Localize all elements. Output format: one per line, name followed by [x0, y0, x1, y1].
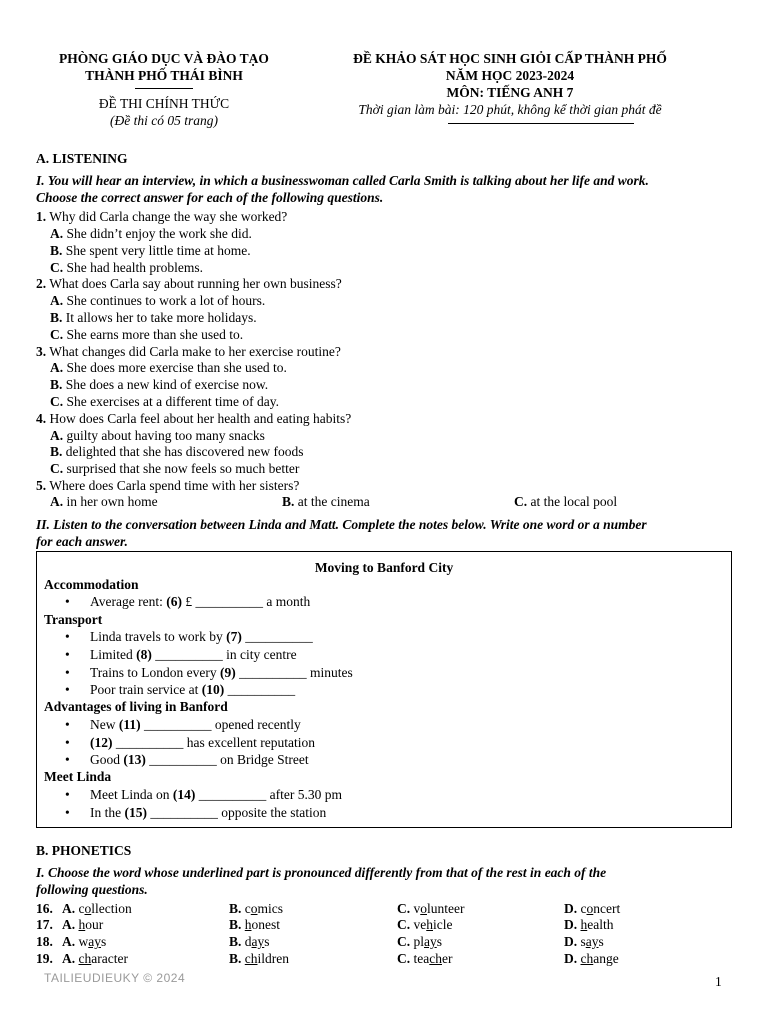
word-prefix: pl: [413, 934, 425, 949]
note-10[interactable]: [65, 683, 295, 697]
question-1: [36, 210, 287, 224]
word-suffix: s: [598, 934, 604, 949]
question-2: [36, 277, 342, 291]
option-text: in her own home: [66, 494, 158, 509]
phonetics-option[interactable]: [397, 935, 442, 949]
phonetics-option[interactable]: [397, 952, 453, 966]
underlined-part: h: [426, 917, 433, 932]
underlined-part: o: [84, 901, 92, 916]
option-text: She spent very little time at home.: [65, 243, 251, 258]
note-number: (13): [123, 752, 146, 767]
phonetics-option[interactable]: [62, 918, 103, 932]
note-text: Trains to London every: [90, 665, 220, 680]
note-14[interactable]: [65, 788, 342, 802]
word-suffix: er: [442, 951, 453, 966]
note-11[interactable]: [65, 718, 301, 732]
part-ii-line1: II. Listen to the conversation between Linda and Matt. Complete the notes below. Write one word or a number: [36, 517, 647, 532]
option-text: It allows her to take more holidays.: [65, 310, 257, 325]
option-text: surprised that she now feels so much better: [66, 461, 300, 476]
phonetics-question-number: 17.: [36, 917, 53, 932]
option-letter: B.: [50, 377, 63, 392]
header-right-rule: [448, 123, 634, 124]
note-text: Good: [90, 752, 124, 767]
notes-title: Moving to Banford City: [314, 560, 454, 575]
note-text: Limited: [90, 647, 137, 662]
bullet-icon: •: [65, 665, 70, 680]
city-name: THÀNH PHỐ THÁI BÌNH: [85, 68, 243, 83]
option-text: She didn’t enjoy the work she did.: [66, 226, 252, 241]
note-number: (8): [136, 647, 152, 662]
word-suffix: llection: [91, 901, 132, 916]
bullet-icon: •: [65, 735, 70, 750]
bullet-icon: •: [65, 647, 70, 662]
word-suffix: ildren: [257, 951, 290, 966]
option-text: She does a new kind of exercise now.: [65, 377, 269, 392]
q4-option-b[interactable]: [50, 445, 303, 459]
note-text: In the: [90, 805, 125, 820]
note-text: New: [90, 717, 119, 732]
option-letter: C.: [397, 917, 411, 932]
q1-option-b[interactable]: [50, 244, 251, 258]
phonetics-option[interactable]: [62, 902, 132, 916]
option-letter: C.: [50, 461, 64, 476]
underlined-part: ay: [251, 934, 265, 949]
school-year: NĂM HỌC 2023-2024: [445, 68, 575, 83]
option-letter: B.: [50, 444, 63, 459]
word-suffix: onest: [251, 917, 281, 932]
bullet-icon: •: [65, 629, 70, 644]
word-prefix: c: [580, 901, 587, 916]
option-text: She continues to work a lot of hours.: [66, 293, 266, 308]
underlined-part: h: [580, 917, 588, 932]
q5-option-a[interactable]: [50, 495, 158, 509]
option-letter: C.: [514, 494, 528, 509]
notes-box: [36, 551, 732, 828]
option-letter: C.: [50, 327, 64, 342]
header-right: [324, 52, 696, 120]
option-text: She does more exercise than she used to.: [66, 360, 287, 375]
q4-option-c[interactable]: [50, 462, 299, 476]
note-number: (12): [90, 735, 113, 750]
word-suffix: s: [264, 934, 270, 949]
bullet-icon: •: [65, 787, 70, 802]
option-letter: B.: [229, 951, 242, 966]
word-suffix: icle: [433, 917, 453, 932]
word-prefix: c: [244, 901, 251, 916]
option-letter: D.: [564, 917, 578, 932]
phonetics-instructions: [36, 864, 732, 898]
underlined-part: ch: [78, 951, 92, 966]
word-prefix: ve: [413, 917, 427, 932]
underlined-part: ch: [580, 951, 594, 966]
bullet-icon: •: [65, 594, 70, 609]
option-letter: A.: [62, 934, 76, 949]
q3-option-b[interactable]: [50, 378, 268, 392]
underlined-part: ay: [585, 934, 599, 949]
note-number: (6): [166, 594, 182, 609]
word-prefix: s: [580, 934, 586, 949]
option-letter: D.: [564, 934, 578, 949]
question-text: Why did Carla change the way she worked?: [49, 209, 288, 224]
underlined-part: ch: [429, 951, 442, 966]
underlined-part: ch: [244, 951, 258, 966]
phonetics-option[interactable]: [229, 918, 280, 932]
phonetics-option[interactable]: [397, 902, 464, 916]
phonetics-option[interactable]: [229, 902, 283, 916]
option-letter: A.: [50, 428, 64, 443]
note-blank: __________: [224, 682, 296, 697]
bullet-icon: •: [65, 717, 70, 732]
word-prefix: w: [78, 934, 89, 949]
word-suffix: our: [85, 917, 104, 932]
option-letter: C.: [50, 394, 64, 409]
note-number: (15): [124, 805, 147, 820]
underlined-part: o: [250, 901, 258, 916]
option-letter: B.: [229, 934, 242, 949]
note-number: (9): [220, 665, 236, 680]
time-allowed: Thời gian làm bài: 120 phút, không kể thời gian phát đề: [358, 102, 662, 117]
option-letter: A.: [50, 226, 64, 241]
option-letter: D.: [564, 951, 578, 966]
question-text: What does Carla say about running her own business?: [49, 276, 342, 291]
note-text: Linda travels to work by: [90, 629, 227, 644]
option-text: She exercises at a different time of day.: [66, 394, 280, 409]
question-text: What changes did Carla make to her exercise routine?: [49, 344, 341, 359]
question-number: 5.: [36, 478, 47, 493]
note-number: (7): [226, 629, 242, 644]
underlined-part: o: [420, 901, 427, 916]
word-suffix: s: [101, 934, 107, 949]
underlined-part: o: [586, 901, 594, 916]
option-letter: C.: [397, 901, 411, 916]
phonetics-option[interactable]: [564, 952, 619, 966]
phonetics-option[interactable]: [229, 952, 289, 966]
word-prefix: tea: [413, 951, 430, 966]
q1-option-c[interactable]: [50, 261, 203, 275]
note-number: (14): [172, 787, 196, 802]
word-suffix: ncert: [593, 901, 621, 916]
phonetics-option[interactable]: [564, 902, 620, 916]
phonetics-option[interactable]: [62, 952, 128, 966]
page-count-note: (Đề thi có 05 trang): [110, 113, 218, 128]
q5-option-c[interactable]: [514, 495, 617, 509]
note-blank: __________ on Bridge Street: [145, 752, 309, 767]
option-text: She earns more than she used to.: [66, 327, 244, 342]
option-letter: B.: [282, 494, 295, 509]
note-text: Average rent:: [90, 594, 167, 609]
option-letter: A.: [62, 917, 76, 932]
notes-heading-accommodation: Accommodation: [44, 577, 139, 592]
note-9[interactable]: [65, 666, 353, 680]
word-prefix: d: [244, 934, 252, 949]
underlined-part: h: [78, 917, 86, 932]
part-i-line1: I. You will hear an interview, in which a businesswoman called Carla Smith is talking about her life and work.: [36, 173, 649, 188]
option-letter: B.: [229, 917, 242, 932]
phonetics-option[interactable]: [62, 935, 106, 949]
option-letter: A.: [62, 951, 76, 966]
note-12[interactable]: [65, 736, 315, 750]
section-b-title: B. PHONETICS: [36, 843, 132, 858]
q2-option-b[interactable]: [50, 311, 257, 325]
option-text: at the local pool: [530, 494, 618, 509]
option-letter: B.: [50, 243, 63, 258]
footer-brand: TAILIEUDIEUKY © 2024: [44, 971, 186, 985]
word-suffix: lunteer: [427, 901, 465, 916]
option-text: guilty about having too many snacks: [66, 428, 265, 443]
option-text: at the cinema: [297, 494, 370, 509]
question-text: How does Carla feel about her health and eating habits?: [49, 411, 352, 426]
bullet-icon: •: [65, 805, 70, 820]
note-8[interactable]: [65, 648, 297, 662]
note-7[interactable]: [65, 630, 313, 644]
word-suffix: mics: [257, 901, 284, 916]
option-letter: A.: [62, 901, 76, 916]
part-ii-line2: for each answer.: [36, 534, 128, 549]
notes-heading-transport: Transport: [44, 612, 103, 627]
section-a-title: A. LISTENING: [36, 151, 128, 166]
page-number: 1: [715, 974, 722, 989]
phonetics-option[interactable]: [564, 918, 614, 932]
note-6[interactable]: [65, 595, 310, 609]
q3-option-a[interactable]: [50, 361, 287, 375]
underlined-part: ay: [424, 934, 437, 949]
note-text: Meet Linda on: [90, 787, 173, 802]
note-number: (10): [201, 682, 225, 697]
subject: MÔN: TIẾNG ANH 7: [446, 85, 574, 100]
option-text: She had health problems.: [66, 260, 203, 275]
word-suffix: aracter: [91, 951, 128, 966]
header-left: [36, 52, 292, 131]
q2-option-c[interactable]: [50, 328, 243, 342]
phonetics-question-number: 18.: [36, 934, 53, 949]
question-5: [36, 479, 299, 493]
option-letter: C.: [50, 260, 64, 275]
word-prefix: v: [413, 901, 421, 916]
phonetics-line2: following questions.: [36, 882, 148, 897]
underlined-part: ay: [88, 934, 101, 949]
q3-option-c[interactable]: [50, 395, 279, 409]
q1-option-a[interactable]: [50, 227, 252, 241]
note-13[interactable]: [65, 753, 309, 767]
word-suffix: ange: [593, 951, 619, 966]
official-exam-label: ĐỀ THI CHÍNH THỨC: [98, 96, 230, 111]
word-suffix: s: [436, 934, 443, 949]
option-text: delighted that she has discovered new foods: [65, 444, 304, 459]
header-left-rule: [135, 88, 193, 89]
phonetics-option[interactable]: [229, 935, 270, 949]
question-number: 3.: [36, 344, 47, 359]
phonetics-question-number: 19.: [36, 951, 53, 966]
question-3: [36, 345, 341, 359]
part-ii-instructions: [36, 516, 732, 550]
note-blank: __________ in city centre: [151, 647, 297, 662]
question-text: Where does Carla spend time with her sisters?: [49, 478, 300, 493]
note-blank: __________ opened recently: [140, 717, 301, 732]
note-blank: __________ minutes: [235, 665, 353, 680]
note-blank: £ __________ a month: [181, 594, 311, 609]
q5-option-b[interactable]: [282, 495, 370, 509]
option-letter: B.: [50, 310, 63, 325]
notes-heading-meet-linda: Meet Linda: [44, 769, 112, 784]
option-letter: A.: [50, 360, 64, 375]
question-number: 1.: [36, 209, 47, 224]
q4-option-a[interactable]: [50, 429, 265, 443]
part-i-line2: Choose the correct answer for each of the following questions.: [36, 190, 384, 205]
underlined-part: h: [244, 917, 252, 932]
option-letter: D.: [564, 901, 578, 916]
question-number: 4.: [36, 411, 47, 426]
note-blank: __________ opposite the station: [147, 805, 327, 820]
note-15[interactable]: [65, 806, 326, 820]
part-i-instructions: [36, 172, 732, 206]
note-blank: __________ has excellent reputation: [112, 735, 315, 750]
phonetics-line1: I. Choose the word whose underlined part is pronounced differently from that of the rest in each of the: [36, 865, 607, 880]
department-name: PHÒNG GIÁO DỤC VÀ ĐÀO TẠO: [59, 51, 269, 66]
exam-title: ĐỀ KHẢO SÁT HỌC SINH GIỎI CẤP THÀNH PHỐ: [353, 51, 667, 66]
q2-option-a[interactable]: [50, 294, 265, 308]
note-text: Poor train service at: [90, 682, 202, 697]
option-letter: C.: [397, 951, 411, 966]
option-letter: B.: [229, 901, 242, 916]
phonetics-question-number: 16.: [36, 901, 53, 916]
note-blank: __________: [241, 629, 313, 644]
word-suffix: ealth: [587, 917, 614, 932]
option-letter: C.: [397, 934, 411, 949]
note-number: (11): [118, 717, 141, 732]
bullet-icon: •: [65, 752, 70, 767]
question-4: [36, 412, 351, 426]
word-prefix: c: [78, 901, 85, 916]
bullet-icon: •: [65, 682, 70, 697]
note-blank: __________ after 5.30 pm: [195, 787, 342, 802]
question-number: 2.: [36, 276, 47, 291]
notes-heading-advantages: Advantages of living in Banford: [44, 699, 228, 714]
option-letter: A.: [50, 494, 64, 509]
phonetics-option[interactable]: [397, 918, 453, 932]
option-letter: A.: [50, 293, 64, 308]
phonetics-option[interactable]: [564, 935, 604, 949]
